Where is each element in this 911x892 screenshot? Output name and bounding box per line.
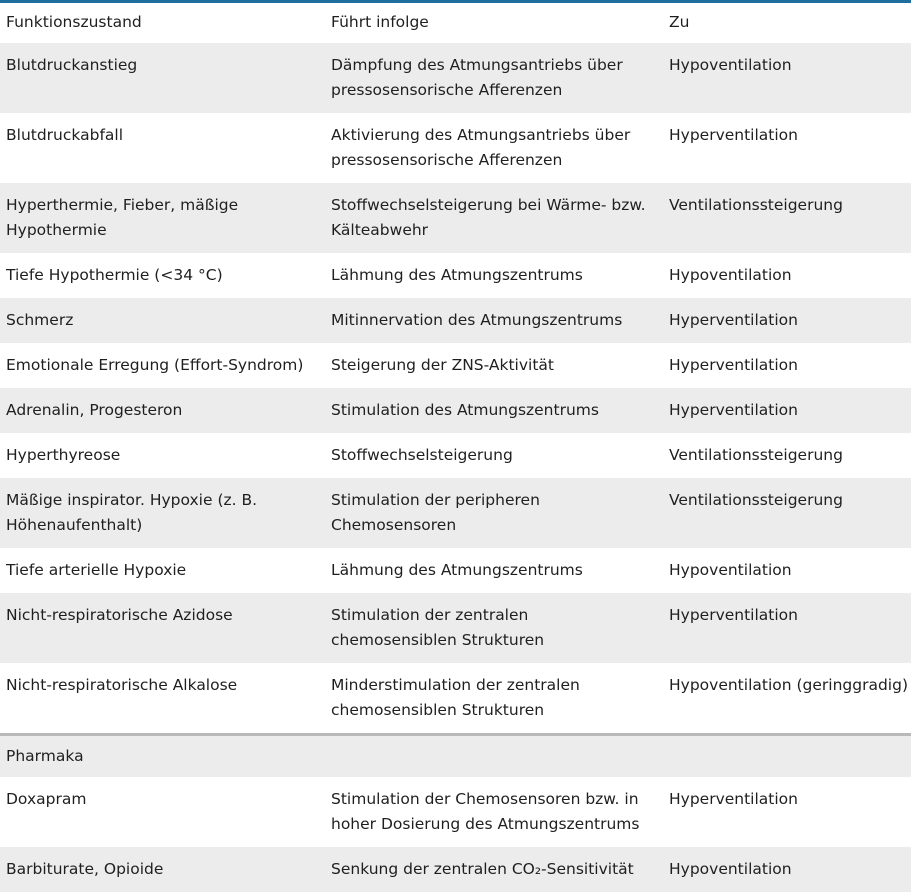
cell-condition: Schmerz [6,311,74,329]
table-row [0,433,911,478]
cell-mechanism: Stimulation der Chemosensoren bzw. in hoher Dosierung des Atmungszentrums [331,790,640,833]
cell-effect: Hypoventilation [669,860,792,878]
cell-mechanism: Dämpfung des Atmungsantriebs über pressosensorische Afferenzen [331,56,623,99]
header-funktionszustand: Funktionszustand [6,13,142,31]
cell-condition: Hyperthyreose [6,446,121,464]
cell-condition: Adrenalin, Progesteron [6,401,183,419]
cell-condition: Mäßige inspirator. Hypoxie (z. B. Höhenaufenthalt) [6,491,258,534]
cell-effect: Ventilationssteigerung [669,491,843,509]
cell-effect: Hypoventilation (geringgradig) [669,676,908,694]
cell-condition: Hyperthermie, Fieber, mäßige Hypothermie [6,196,239,239]
cell-condition: Blutdruckabfall [6,126,124,144]
table-row [0,593,911,663]
table-row [0,388,911,433]
cell-condition: Doxapram [6,790,87,808]
cell-condition: Nicht-respiratorische Azidose [6,606,233,624]
table-row [0,847,911,892]
cell-mechanism: Stimulation des Atmungszentrums [331,401,599,419]
cell-effect: Hypoventilation [669,561,792,579]
table-row [0,777,911,847]
cell-mechanism: Stimulation der peripheren Chemosensoren [331,491,540,534]
cell-mechanism: Lähmung des Atmungszentrums [331,266,583,284]
cell-condition: Tiefe arterielle Hypoxie [6,561,187,579]
cell-effect: Hyperventilation [669,311,798,329]
cell-effect: Hypoventilation [669,266,792,284]
cell-mechanism: Senkung der zentralen CO₂-Sensitivität [331,860,634,878]
cell-effect: Hyperventilation [669,401,798,419]
table-header [0,3,911,43]
cell-effect: Hyperventilation [669,606,798,624]
cell-condition: Barbiturate, Opioide [6,860,164,878]
cell-mechanism: Steigerung der ZNS-Aktivität [331,356,554,374]
cell-effect: Hyperventilation [669,790,798,808]
cell-mechanism: Stoffwechselsteigerung bei Wärme- bzw. Kälteabwehr [331,196,646,239]
table-row [0,663,911,733]
cell-effect: Hypoventilation [669,56,792,74]
cell-condition: Nicht-respiratorische Alkalose [6,676,238,694]
cell-mechanism: Stoffwechselsteigerung [331,446,513,464]
cell-condition: Blutdruckanstieg [6,56,138,74]
cell-mechanism: Aktivierung des Atmungsantriebs über pressosensorische Afferenzen [331,126,631,169]
cell-condition: Emotionale Erregung (Effort-Syndrom) [6,356,304,374]
cell-condition: Tiefe Hypothermie (<34 °C) [6,266,223,284]
header-zu: Zu [669,13,690,31]
cell-mechanism: Stimulation der zentralen chemosensiblen Strukturen [331,606,545,649]
table-row [0,43,911,113]
table-row [0,253,911,298]
cell-effect: Hyperventilation [669,356,798,374]
cell-effect: Hyperventilation [669,126,798,144]
table-row [0,113,911,183]
table-row [0,298,911,343]
table-row [0,478,911,548]
section-label: Pharmaka [6,747,84,765]
table-row [0,183,911,253]
cell-mechanism: Minderstimulation der zentralen chemosensiblen Strukturen [331,676,580,719]
section-row-pharmaka [0,733,911,777]
cell-mechanism: Mitinnervation des Atmungszentrums [331,311,623,329]
cell-effect: Ventilationssteigerung [669,446,843,464]
header-fuehrt-infolge: Führt infolge [331,13,429,31]
cell-effect: Ventilationssteigerung [669,196,843,214]
cell-mechanism: Lähmung des Atmungszentrums [331,561,583,579]
table-row [0,548,911,593]
table-row [0,343,911,388]
